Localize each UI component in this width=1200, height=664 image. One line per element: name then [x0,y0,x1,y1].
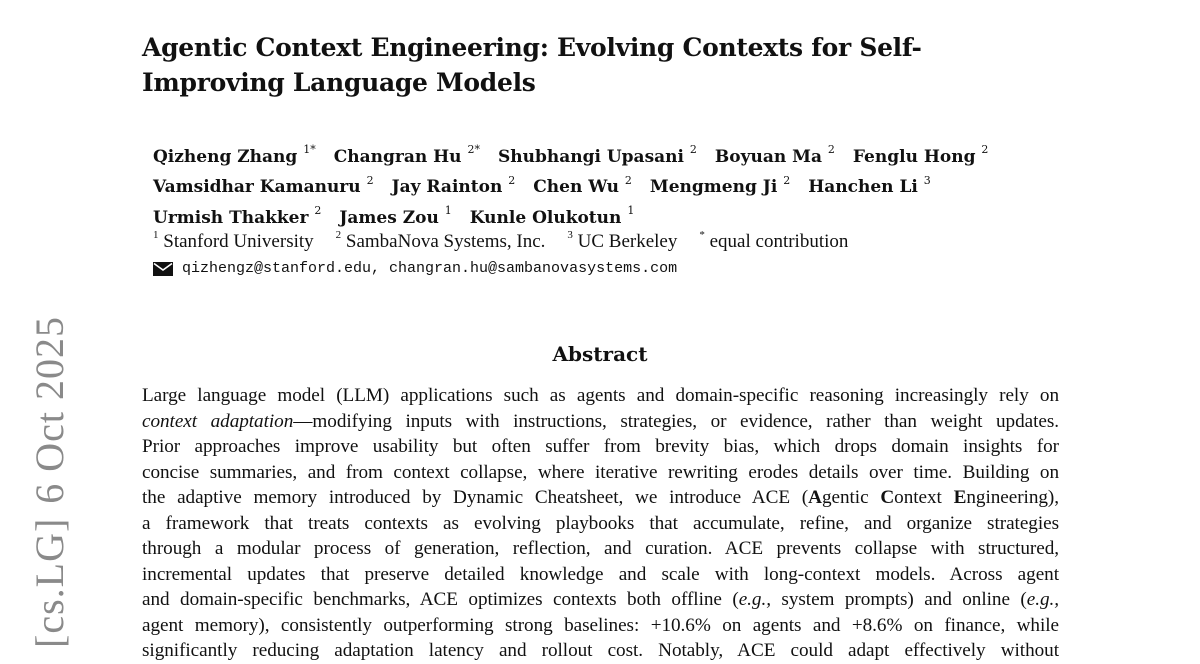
abstract-line: the adaptive memory introduced by Dynamic Cheatsheet, we introduce ACE (Agentic Context Engineering), [142,487,1059,508]
abstract-line: concise summaries, and from context collapse, where iterative rewriting erodes details over time. Building on [142,461,1059,483]
affiliation-mark: 1 [153,229,159,241]
author-name [808,173,931,198]
contact-text: qizhengz@stanford.edu, changran.hu@sambanovasystems.com [182,260,678,277]
author-name-text: Fenglu Hong [852,146,976,167]
affiliation-name: Stanford University [163,231,314,253]
paper-title: Agentic Context Engineering: Evolving Contexts for Self-Improving Language Models [142,33,922,97]
author-name-text: James Zou [339,207,439,228]
author-affiliation-mark: 1* [303,143,316,156]
author-affiliation-mark: 2 [624,173,632,187]
author-affiliation-mark: 2 [981,143,989,156]
affiliation-mark: * [699,229,705,241]
author-affiliation-mark: 2 [783,173,791,187]
author-name [497,143,697,167]
author-name-text: Mengmeng Ji [649,177,778,198]
abstract-line: and domain-specific benchmarks, ACE optimizes contexts both offline (e.g., system prompts) and online (e.g., [142,589,1060,610]
author-affiliation-mark: 3 [923,173,931,187]
author-name-text: Qizheng Zhang [153,146,298,167]
author-affiliation-mark: 2 [827,143,835,156]
author-name [714,143,835,167]
affiliation [567,231,677,252]
abstract-line: through a modular process of generation, reflection, and curation. ACE prevents collapse with structured, [142,538,1059,559]
author-affiliation-mark: 1 [627,204,635,218]
author-affiliation-mark: 2 [314,204,322,218]
author-name-text: Hanchen Li [808,177,918,198]
author-affiliation-mark: 2 [508,173,516,187]
abstract-line: context adaptation—modifying inputs with instructions, strategies, or evidence, rather than weight updates. [142,410,1059,432]
abstract-heading: Abstract [552,342,648,366]
author-name-text: Chen Wu [533,177,619,198]
abstract-body [142,383,1059,664]
affiliation-mark: 3 [567,229,573,241]
author-name [333,143,480,167]
abstract-line: incremental updates that preserve detailed knowledge and scale with long-context models. Across agent [142,563,1059,585]
author-name-text: Boyuan Ma [714,146,822,167]
affiliation [153,231,314,252]
abstract-line: significantly reducing adaptation latency and rollout cost. Notably, ACE could adapt effectively without [142,640,1059,661]
affiliation-name: equal contribution [709,231,849,253]
affiliation [699,231,848,252]
affiliation-name: SambaNova Systems, Inc. [345,231,546,253]
contact-emails [153,258,677,280]
author-line [153,139,1053,170]
mail-icon [153,262,173,276]
affiliation-name: UC Berkeley [577,231,678,253]
author-name [153,143,316,167]
author-line [153,170,1053,201]
abstract-line: a framework that treats contexts as evolving playbooks that accumulate, refine, and organize strategies [142,512,1059,534]
author-affiliation-mark: 2* [467,143,480,156]
arxiv-category: [cs.LG] [27,517,72,648]
author-name [533,173,632,198]
abstract-line: agent memory), consistently outperforming strong baselines: +10.6% on agents and +8.6% on finance, while [142,614,1059,636]
author-name-text: Kunle Olukotun [469,207,622,228]
author-name [649,173,791,198]
author-affiliation-mark: 2 [689,143,697,156]
author-list [153,139,1053,231]
author-name [391,173,516,198]
author-name-text: Vamsidhar Kamanuru [153,177,361,198]
author-name [852,143,989,167]
author-name-text: Changran Hu [333,146,462,167]
affiliation-mark: 2 [335,229,342,241]
author-name [153,173,374,198]
affiliation [336,231,546,252]
author-affiliation-mark: 1 [444,204,452,218]
author-name-text: Urmish Thakker [153,207,309,228]
affiliation-list [153,224,870,255]
author-affiliation-mark: 2 [366,173,374,187]
abstract-line: Large language model (LLM) applications such as agents and domain-specific reasoning increasingly rely on [142,385,1059,406]
arxiv-stamp [27,315,72,648]
arxiv-date: 6 Oct 2025 [27,315,72,504]
author-name-text: Jay Rainton [391,177,503,198]
abstract-line: Prior approaches improve usability but often suffer from brevity bias, which drops domain insights for [142,436,1059,457]
author-name-text: Shubhangi Upasani [497,146,684,167]
